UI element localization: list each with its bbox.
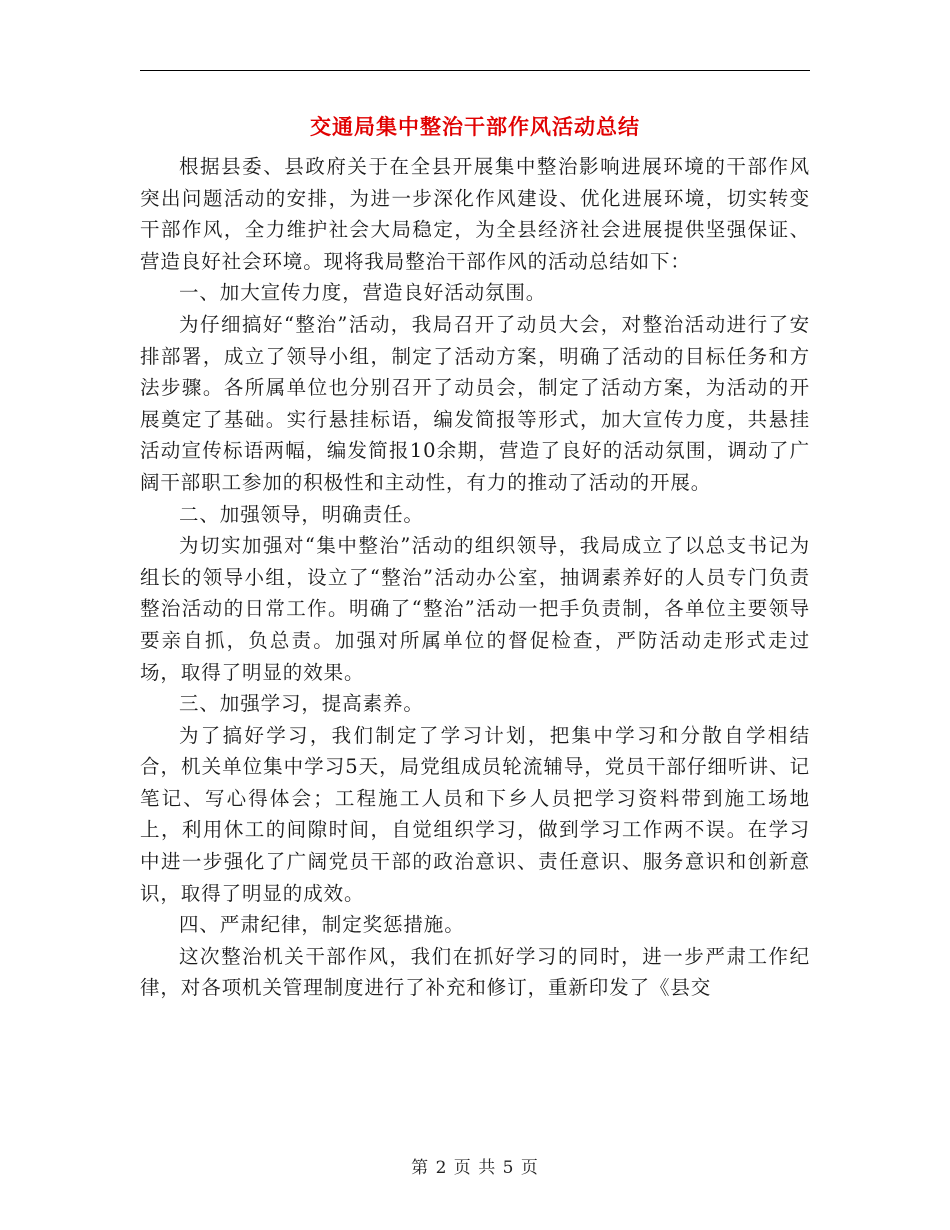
document-body bbox=[140, 151, 810, 1004]
section-paragraph-1: 为仔细搞好“整治”活动，我局召开了动员大会，对整治活动进行了安排部署，成立了领导小组，制定了活动方案，明确了活动的目标任务和方法步骤。各所属单位也分别召开了动员会，制定了活动方案，为活动的开展奠定了基础。实行悬挂标语，编发简报等形式，加大宣传力度，共悬挂活动宣传标语两幅，编发简报10余期，营造了良好的活动氛围，调动了广阔干部职工参加的积极性和主动性，有力的推动了活动的开展。 bbox=[140, 312, 810, 494]
section-heading-2: 二、加强领导，明确责任。 bbox=[179, 502, 424, 526]
section-heading-4: 四、严肃纪律，制定奖惩措施。 bbox=[179, 913, 465, 937]
section-heading-1: 一、加大宣传力度，营造良好活动氛围。 bbox=[179, 281, 547, 305]
intro-paragraph: 根据县委、县政府关于在全县开展集中整治影响进展环境的干部作风突出问题活动的安排，为进一步深化作风建设、优化进展环境，切实转变干部作风，全力维护社会大局稳定，为全县经济社会进展提供坚强保证、营造良好社会环境。现将我局整治干部作风的活动总结如下： bbox=[140, 155, 810, 273]
section-paragraph-3: 为了搞好学习，我们制定了学习计划，把集中学习和分散自学相结合，机关单位集中学习5天，局党组成员轮流辅导，党员干部仔细听讲、记笔记、写心得体会；工程施工人员和下乡人员把学习资料带到施工场地上，利用休工的间隙时间，自觉组织学习，做到学习工作两不误。在学习中进一步强化了广阔党员干部的政治意识、责任意识、服务意识和创新意识，取得了明显的成效。 bbox=[140, 723, 810, 905]
header-rule bbox=[140, 70, 810, 71]
section-paragraph-4: 这次整治机关干部作风，我们在抓好学习的同时，进一步严肃工作纪律，对各项机关管理制度进行了补充和修订，重新印发了《县交 bbox=[140, 944, 810, 1000]
page-number: 第 2 页 共 5 页 bbox=[411, 1158, 539, 1178]
section-heading-3: 三、加强学习，提高素养。 bbox=[179, 692, 424, 716]
section-paragraph-2: 为切实加强对“集中整治”活动的组织领导，我局成立了以总支书记为组长的领导小组，设立了“整治”活动办公室，抽调素养好的人员专门负责整治活动的日常工作。明确了“整治”活动一把手负责制，各单位主要领导要亲自抓，负总责。加强对所属单位的督促检查，严防活动走形式走过场，取得了明显的效果。 bbox=[140, 534, 810, 684]
document-title: 交通局集中整治干部作风活动总结 bbox=[310, 115, 640, 139]
